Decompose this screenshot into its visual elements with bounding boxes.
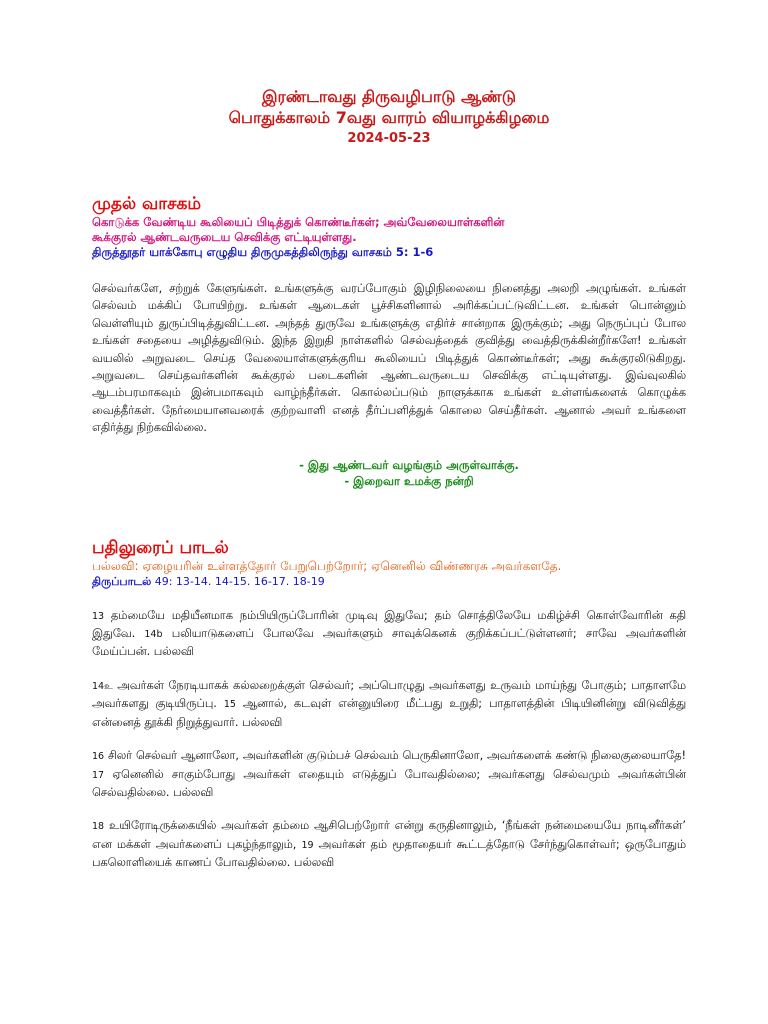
verse-number: 18	[92, 821, 105, 833]
liturgical-year-heading: இரண்டாவது திருவழிபாடு ஆண்டு	[261, 87, 517, 106]
psalm-book: திருப்பாடல்	[92, 574, 152, 588]
psalm-stanza	[92, 817, 686, 871]
verse-text: சிலர் செல்வர் ஆனாலோ, அவர்களின் குடும்பச் செல்வம் பெருகினாலோ, அவர்களைக் கண்டு நிலைகுலையாதே!	[104, 749, 686, 763]
liturgical-week-heading: பொதுக்காலம் 7வது வாரம் வியாழக்கிழமை	[228, 108, 550, 127]
verse-text: அவர்கள் நேரடியாகக் கல்லறைக்குள் செல்வர்; அப்பொழுது அவர்களது உருவம் மாய்ந்து போகும்; பாதாளமே அவர்களது குடியிருப்பு.	[92, 678, 686, 711]
first-reading-summary-line2: கூக்குரல் ஆண்டவருடைய செவிக்கு எட்டியுள்ளது.	[92, 230, 357, 244]
psalm-reference	[92, 574, 686, 589]
psalm-stanza	[92, 607, 686, 661]
verse-number: 17	[92, 769, 105, 781]
verse-number: 16	[92, 751, 105, 763]
first-reading-summary-line1: கொடுக்க வேண்டிய கூலியைப் பிடித்துக் கொண்டீர்கள்; அவ்வேலையாள்களின்	[92, 215, 505, 229]
psalm-stanza	[92, 747, 686, 801]
verse-text: உயிரோடிருக்கையில் அவர்கள் தம்மை ஆசிபெற்றோர் என்று கருதினாலும், ‘நீங்கள் நன்மையையே நாடினீர்கள்’ என மக்கள் அவர்களைப் புகழ்ந்தாலும்,	[92, 819, 686, 851]
psalm-title: பதிலுரைப் பாடல்	[92, 537, 229, 558]
psalm-stanza	[92, 677, 686, 731]
first-reading-response: - இறைவா உமக்கு நன்றி	[344, 473, 474, 488]
verse-text: ஆனால், கடவுள் என்னுயிரை மீட்பது உறுதி; பாதாளத்தின் பிடியினின்று விடுவித்து என்னைத் தூக்கி நிறுத்துவார். பல்லவி	[92, 697, 686, 729]
psalm-verses: 49: 13-14. 14-15. 16-17. 18-19	[154, 574, 325, 588]
verse-number: 14உ	[92, 680, 113, 692]
first-reading-acclamation: - இது ஆண்டவர் வழங்கும் அருள்வாக்கு.	[299, 457, 519, 472]
verse-text: அவர்கள் தம் மூதாதையர் கூட்டத்தோடு சேர்ந்துகொள்வர்; ஒருபோதும் பகலொளியைக் காணப் போவதில்லை. பல்லவி	[92, 837, 686, 870]
first-reading-title: முதல் வாசகம்	[92, 194, 202, 214]
first-reading-text: செல்வர்களே, சற்றுக் கேளுங்கள். உங்களுக்கு வரப்போகும் இழிநிலையை நினைத்து அலறி அழுங்கள். உங்கள் செல்வம் மக்கிப் போயிற்று. உங்கள் ஆடைகள் பூச்சிகளினால் அரிக்கப்பட்டுவிட்டன. உங்கள் பொன்னும் வெள்ளியும் துருப்பிடித்துவிட்டன. அந்தத் துருவே உங்களுக்கு எதிர்ச் சான்றாக இருக்கும்; அது நெருப்புப் போல உங்கள் சதையை அழித்துவிடும். இந்த இறுதி நாள்களில் செல்வத்தைக் குவித்து வைத்திருக்கின்றீர்களே! உங்கள் வயலில் அறுவடை செய்த வேலையாள்களுக்குரிய கூலியைப் பிடித்துக் கொண்டீர்கள்; அது கூக்குரலிடுகிறது. அறுவடை செய்தவர்களின் கூக்குரல் படைகளின் ஆண்டவருடைய செவிக்கு எட்டியுள்ளது. இவ்வுலகில் ஆடம்பரமாகவும் இன்பமாகவும் வாழ்ந்தீர்கள். கொல்லப்படும் நாளுக்காக உங்கள் உள்ளங்களைக் கொழுக்க வைத்தீர்கள். நேர்மையானவரைக் குற்றவாளி எனத் தீர்ப்பளித்துக் கொலை செய்தீர்கள். ஆனால் அவர் உங்களை எதிர்த்து நிற்கவில்லை.	[92, 282, 686, 435]
psalm-refrain: பல்லவி: ஏழையரின் உள்ளத்தோர் பேறுபெற்றோர்; ஏனெனில் விண்ணரசு அவர்களதே.	[92, 558, 562, 573]
date-heading: 2024-05-23	[347, 131, 431, 146]
psalm-stanzas	[92, 589, 686, 872]
verse-text: தம்மையே மதியீனமாக நம்பியிருப்போரின் முடிவு இதுவே; தம் சொத்திலேயே மகிழ்ச்சி கொள்வோரின் கதி இதுவே.	[92, 608, 686, 641]
verse-number: 19	[301, 839, 314, 851]
verse-number: 13	[92, 610, 105, 622]
verse-number: 15	[223, 699, 236, 711]
verse-number: 14b	[144, 629, 163, 641]
verse-text: ஏனெனில் சாகும்போது அவர்கள் எதையும் எடுத்துப் போவதில்லை; அவர்களது செல்வமும் அவர்கள்பின் செல்வதில்லை. பல்லவி	[92, 767, 686, 799]
first-reading-source: திருத்தூதர் யாக்கோபு எழுதிய திருமுகத்திலிருந்து வாசகம் 5: 1-6	[92, 245, 434, 259]
verse-text: பலியாடுகளைப் போலவே அவர்களும் சாவுக்கெனக் குறிக்கப்பட்டுள்ளனர்; சாவே அவர்களின் மேய்ப்பன். பல்லவி	[92, 627, 686, 659]
